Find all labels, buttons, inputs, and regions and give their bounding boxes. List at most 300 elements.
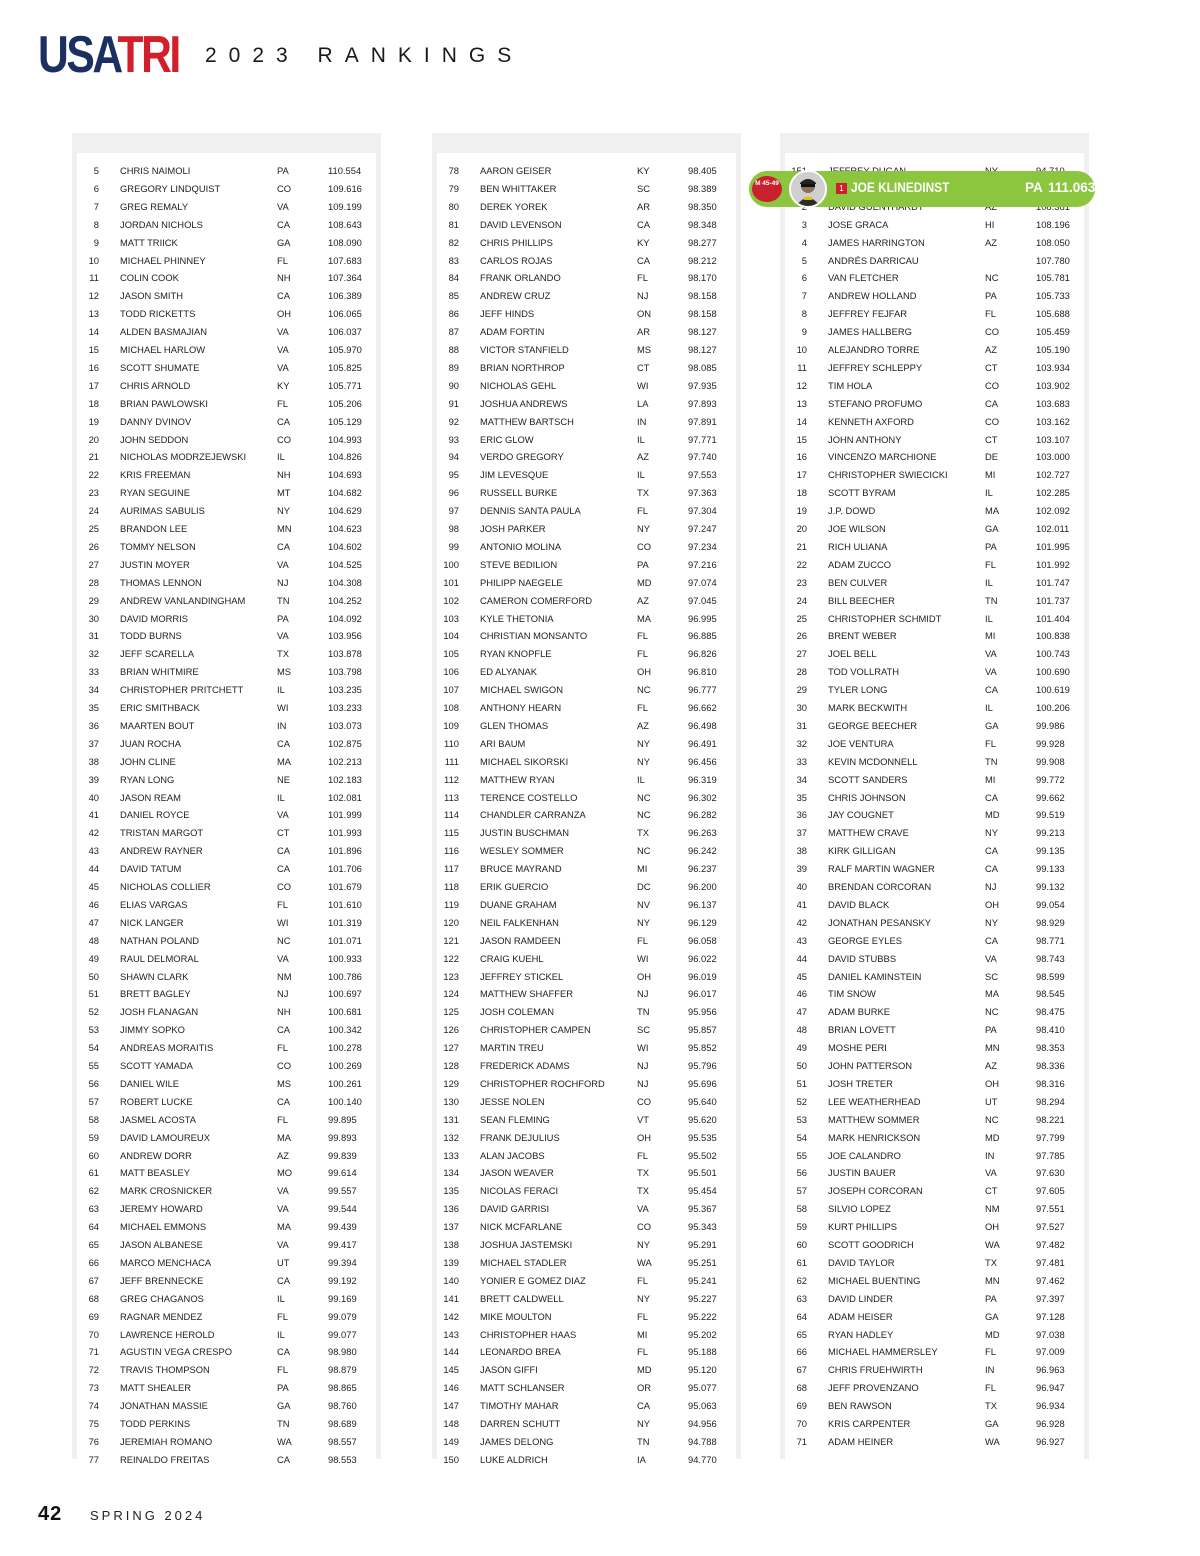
rank-cell: 120 — [443, 916, 459, 928]
table-row — [437, 341, 736, 359]
name-cell: JOSHUA JASTEMSKI — [480, 1239, 573, 1250]
state-cell: IL — [985, 576, 993, 588]
table-row — [437, 431, 736, 449]
table-row — [77, 484, 376, 502]
rank-cell: 71 — [796, 1435, 807, 1447]
rank-cell: 46 — [88, 898, 99, 910]
state-cell: CA — [277, 540, 291, 552]
table-row — [437, 448, 736, 466]
state-cell: MA — [985, 988, 1000, 1000]
rank-cell: 105 — [443, 648, 459, 660]
state-cell: FL — [637, 648, 648, 660]
score-cell: 95.640 — [688, 1095, 717, 1107]
name-cell: MICHAEL BUENTING — [828, 1274, 921, 1286]
name-cell: CARLOS ROJAS — [480, 254, 553, 266]
state-cell: PA — [985, 1292, 997, 1304]
name-cell: SCOTT YAMADA — [120, 1060, 193, 1071]
name-cell: DAVID TAYLOR — [828, 1256, 895, 1268]
table-row — [77, 234, 376, 252]
rank-cell: 148 — [443, 1418, 459, 1429]
name-cell: DEREK YOREK — [480, 200, 548, 212]
state-cell: VA — [277, 1239, 289, 1250]
rank-cell: 18 — [88, 397, 99, 409]
table-row — [77, 1254, 376, 1272]
state-cell: MA — [277, 1131, 292, 1143]
rank-cell: 52 — [88, 1006, 99, 1018]
state-cell: IL — [637, 469, 645, 481]
name-cell: CHRIS JOHNSON — [828, 791, 906, 803]
state-cell: NY — [637, 737, 651, 749]
table-row — [437, 663, 736, 681]
state-cell: FL — [985, 1346, 996, 1358]
name-cell: ANDREW DORR — [120, 1149, 192, 1161]
rank-cell: 22 — [88, 469, 99, 481]
name-cell: CHRIS ARNOLD — [120, 379, 191, 391]
score-cell: 98.158 — [688, 308, 717, 320]
name-cell: TOD VOLLRATH — [828, 666, 900, 678]
rank-cell: 109 — [443, 719, 459, 731]
name-cell: JAMES HALLBERG — [828, 326, 912, 338]
score-cell: 96.777 — [688, 684, 717, 696]
state-cell: MN — [277, 523, 292, 534]
score-cell: 99.772 — [1036, 773, 1065, 785]
rank-cell: 40 — [88, 791, 99, 803]
state-cell: NC — [277, 934, 291, 946]
table-row — [785, 860, 1084, 878]
rank-cell: 15 — [88, 344, 99, 355]
score-cell: 107.364 — [328, 272, 362, 284]
name-cell: JEFFREY SCHLEPPY — [828, 361, 923, 373]
name-cell: GREG REMALY — [120, 200, 189, 212]
rank-cell: 30 — [88, 612, 99, 624]
table-row — [785, 699, 1084, 717]
score-cell: 99.986 — [1036, 719, 1065, 731]
score-cell: 100.342 — [328, 1024, 362, 1036]
score-cell: 99.133 — [1036, 863, 1065, 875]
score-cell: 99.662 — [1036, 791, 1065, 803]
rank-cell: 87 — [448, 326, 459, 338]
table-row — [785, 610, 1084, 628]
table-row — [437, 1111, 736, 1129]
name-cell: CAMERON COMERFORD — [480, 594, 592, 606]
table-row — [77, 323, 376, 341]
score-cell: 96.491 — [688, 737, 717, 749]
score-cell: 99.213 — [1036, 827, 1065, 839]
state-cell: CA — [637, 254, 651, 266]
state-cell: VA — [277, 809, 289, 821]
name-cell: DAVID LEVENSON — [480, 218, 562, 230]
name-cell: ELIAS VARGAS — [120, 898, 188, 910]
state-cell: KY — [277, 379, 290, 391]
table-row — [785, 842, 1084, 860]
score-cell: 108.050 — [1036, 236, 1070, 248]
state-cell: GA — [985, 1310, 999, 1322]
table-row — [77, 431, 376, 449]
name-cell: MATTHEW BARTSCH — [480, 415, 574, 427]
name-cell: KEVIN MCDONNELL — [828, 755, 918, 767]
state-cell: MA — [277, 755, 292, 767]
table-row — [77, 1308, 376, 1326]
score-cell: 94.770 — [688, 1453, 717, 1465]
rank-cell: 77 — [88, 1453, 99, 1465]
name-cell: ADAM FORTIN — [480, 326, 545, 338]
state-cell: CO — [277, 433, 292, 445]
table-row — [437, 1039, 736, 1057]
table-row — [785, 1308, 1084, 1326]
name-cell: TERENCE COSTELLO — [480, 791, 578, 803]
name-cell: DAVID TATUM — [120, 863, 182, 875]
rank-cell: 137 — [443, 1221, 459, 1233]
score-cell: 95.202 — [688, 1328, 717, 1340]
state-cell: CT — [985, 433, 998, 445]
state-cell: MD — [637, 576, 652, 588]
state-cell: NC — [637, 791, 651, 803]
name-cell: DAVID MORRIS — [120, 612, 189, 624]
score-cell: 96.019 — [688, 970, 717, 982]
table-row — [785, 896, 1084, 914]
table-row — [785, 1290, 1084, 1308]
score-cell: 98.277 — [688, 236, 717, 248]
table-row — [77, 1075, 376, 1093]
score-cell: 99.135 — [1036, 845, 1065, 857]
rank-cell: 39 — [796, 863, 807, 875]
score-cell: 98.545 — [1036, 988, 1065, 1000]
table-row — [77, 359, 376, 377]
score-cell: 108.643 — [328, 218, 362, 230]
rank-cell: 74 — [88, 1400, 99, 1412]
score-cell: 97.397 — [1036, 1292, 1065, 1304]
rank-cell: 13 — [88, 308, 99, 320]
table-row — [77, 627, 376, 645]
state-cell: MT — [277, 487, 291, 499]
table-row — [785, 1254, 1084, 1272]
name-cell: MICHAEL STADLER — [480, 1256, 567, 1268]
rank-cell: 27 — [88, 558, 99, 570]
state-cell: NY — [637, 1239, 651, 1250]
rank-cell: 35 — [796, 791, 807, 803]
score-cell: 96.237 — [688, 863, 717, 875]
table-row — [785, 1182, 1084, 1200]
name-cell: CRAIG KUEHL — [480, 952, 544, 964]
score-cell: 99.417 — [328, 1239, 357, 1250]
table-row — [77, 1326, 376, 1344]
rank-cell: 136 — [443, 1203, 459, 1215]
table-row — [437, 1218, 736, 1236]
name-cell: GLEN THOMAS — [480, 719, 549, 731]
state-cell: TX — [277, 648, 289, 660]
rank-cell: 113 — [444, 791, 459, 803]
score-cell: 95.857 — [688, 1024, 717, 1036]
table-row — [77, 1236, 376, 1254]
rank-cell: 75 — [88, 1418, 99, 1429]
table-row — [437, 574, 736, 592]
state-cell: GA — [985, 1418, 999, 1429]
rank-cell: 36 — [88, 719, 99, 731]
name-cell: KYLE THETONIA — [480, 612, 554, 624]
state-cell: NY — [637, 1418, 651, 1429]
score-cell: 96.129 — [688, 916, 717, 928]
name-cell: JAY COUGNET — [828, 809, 894, 821]
state-cell: OH — [985, 1221, 1000, 1233]
state-cell: CA — [277, 1024, 291, 1036]
score-cell: 95.063 — [688, 1400, 717, 1412]
state-cell: IL — [637, 433, 645, 445]
state-cell: FL — [277, 1113, 288, 1125]
table-row — [77, 1021, 376, 1039]
table-row — [77, 520, 376, 538]
division-badge: M 45-49 — [752, 176, 782, 202]
state-cell: GA — [277, 236, 291, 248]
table-row — [77, 824, 376, 842]
score-cell: 99.169 — [328, 1292, 357, 1304]
name-cell: ROBERT LUCKE — [120, 1095, 193, 1107]
usatri-logo — [38, 26, 179, 84]
score-cell: 105.970 — [328, 344, 362, 355]
score-cell: 104.682 — [328, 487, 362, 499]
name-cell: ANDREAS MORAITIS — [120, 1042, 214, 1054]
table-row — [437, 1057, 736, 1075]
state-cell: OH — [637, 1131, 652, 1143]
state-cell: FL — [637, 702, 648, 713]
name-cell: AGUSTIN VEGA CRESPO — [120, 1346, 233, 1358]
table-row — [785, 1075, 1084, 1093]
name-cell: JOE WILSON — [828, 523, 886, 534]
score-cell: 97.740 — [688, 451, 717, 463]
rank-cell: 144 — [443, 1346, 459, 1358]
rank-cell: 38 — [88, 755, 99, 767]
name-cell: CHRIS NAIMOLI — [120, 165, 191, 176]
rank-cell: 9 — [93, 236, 99, 248]
score-cell: 100.278 — [328, 1042, 362, 1054]
table-row — [437, 520, 736, 538]
score-cell: 101.999 — [328, 809, 362, 821]
table-row — [77, 592, 376, 610]
state-cell: CA — [985, 863, 999, 875]
rank-cell: 37 — [796, 827, 807, 839]
score-cell: 98.879 — [328, 1364, 357, 1376]
table-row — [437, 413, 736, 431]
rank-cell: 58 — [796, 1203, 807, 1215]
table-row — [785, 1003, 1084, 1021]
table-row — [77, 556, 376, 574]
rank-cell: 145 — [443, 1364, 459, 1376]
state-cell: WI — [277, 702, 289, 713]
rank-cell: 39 — [88, 773, 99, 785]
table-row — [77, 1093, 376, 1111]
table-row — [785, 287, 1084, 305]
score-cell: 97.605 — [1036, 1185, 1065, 1197]
state-cell: FL — [637, 934, 648, 946]
score-cell: 97.630 — [1036, 1167, 1065, 1179]
name-cell: TODD RICKETTS — [120, 308, 196, 320]
name-cell: DENNIS SANTA PAULA — [480, 505, 581, 517]
state-cell: PA — [277, 165, 289, 176]
score-cell: 98.170 — [688, 272, 717, 284]
logo-usa: USA — [38, 26, 118, 84]
name-cell: MICHAEL HAMMERSLEY — [828, 1346, 938, 1358]
state-cell: HI — [985, 218, 995, 230]
state-cell: IL — [277, 684, 285, 696]
score-cell: 95.535 — [688, 1131, 717, 1143]
rank-cell: 97 — [448, 505, 459, 517]
score-cell: 98.127 — [688, 326, 717, 338]
state-cell: AZ — [985, 1060, 997, 1071]
score-cell: 95.120 — [688, 1364, 717, 1376]
state-cell: NY — [637, 523, 651, 534]
table-row — [437, 1236, 736, 1254]
state-cell: SC — [985, 970, 999, 982]
score-cell: 99.614 — [328, 1167, 357, 1179]
score-cell: 102.081 — [328, 791, 362, 803]
state-cell: CT — [985, 1185, 998, 1197]
name-cell: COLIN COOK — [120, 272, 179, 284]
name-cell: TIM SNOW — [828, 988, 876, 1000]
rank-cell: 16 — [796, 451, 807, 463]
rank-cell: 70 — [796, 1418, 807, 1429]
rank-cell: 68 — [796, 1382, 807, 1394]
rank-cell: 72 — [88, 1364, 99, 1376]
state-cell: TN — [637, 1006, 650, 1018]
state-cell: AZ — [277, 1149, 289, 1161]
rankings-column-2 — [432, 133, 741, 1465]
state-cell: CO — [985, 326, 1000, 338]
state-cell: WI — [637, 1042, 649, 1054]
rank-cell: 134 — [443, 1167, 459, 1179]
score-cell: 102.285 — [1036, 487, 1070, 499]
state-cell: NE — [277, 773, 291, 785]
name-cell: WESLEY SOMMER — [480, 845, 564, 857]
name-cell: KENNETH AXFORD — [828, 415, 914, 427]
rank-cell: 126 — [443, 1024, 459, 1036]
rank-cell: 14 — [796, 415, 807, 427]
table-row — [437, 1308, 736, 1326]
table-row — [785, 1057, 1084, 1075]
name-cell: MICHAEL SWIGON — [480, 684, 563, 696]
state-cell: AZ — [985, 236, 997, 248]
score-cell: 98.410 — [1036, 1024, 1065, 1036]
name-cell: VICTOR STANFIELD — [480, 344, 569, 355]
score-cell: 97.893 — [688, 397, 717, 409]
table-row — [437, 789, 736, 807]
table-row — [77, 950, 376, 968]
name-cell: TRISTAN MARGOT — [120, 827, 204, 839]
rank-cell: 48 — [88, 934, 99, 946]
state-cell: CA — [985, 791, 999, 803]
score-cell: 102.183 — [328, 773, 362, 785]
rank-cell: 55 — [796, 1149, 807, 1161]
name-cell: BRIAN NORTHROP — [480, 361, 565, 373]
score-cell: 106.389 — [328, 290, 362, 302]
rank-cell: 116 — [444, 845, 459, 857]
rank-cell: 8 — [93, 218, 99, 230]
name-cell: LEE WEATHERHEAD — [828, 1095, 921, 1107]
name-cell: LEONARDO BREA — [480, 1346, 561, 1358]
state-cell: FL — [637, 1274, 648, 1286]
rank-cell: 130 — [443, 1095, 459, 1107]
rank-cell: 54 — [796, 1131, 807, 1143]
name-cell: MATT SHEALER — [120, 1382, 192, 1394]
rank-cell: 54 — [88, 1042, 99, 1054]
logo-tri: TRI — [117, 26, 179, 84]
state-cell: GA — [985, 719, 999, 731]
name-cell: JOHN SEDDON — [120, 433, 189, 445]
name-cell: RUSSELL BURKE — [480, 487, 558, 499]
score-cell: 96.498 — [688, 719, 717, 731]
table-row — [77, 395, 376, 413]
score-cell: 97.304 — [688, 505, 717, 517]
rank-cell: 41 — [88, 809, 99, 821]
rank-cell: 55 — [88, 1060, 99, 1071]
table-row — [437, 627, 736, 645]
score-cell: 99.079 — [328, 1310, 357, 1322]
state-cell: FL — [637, 272, 648, 284]
name-cell: SHAWN CLARK — [120, 970, 189, 982]
state-cell: VA — [277, 1203, 289, 1215]
state-cell: MN — [985, 1274, 1000, 1286]
table-row — [437, 950, 736, 968]
table-row — [77, 413, 376, 431]
rank-cell: 23 — [88, 487, 99, 499]
rank-cell: 138 — [443, 1239, 459, 1250]
rank-cell: 68 — [88, 1292, 99, 1304]
name-cell: TIMOTHY MAHAR — [480, 1400, 559, 1412]
state-cell: VA — [985, 952, 997, 964]
name-cell: BRENDAN CORCORAN — [828, 881, 932, 892]
score-cell: 101.679 — [328, 881, 362, 892]
name-cell: JORDAN NICHOLS — [120, 218, 203, 230]
name-cell: GREG CHAGANOS — [120, 1292, 204, 1304]
rank-cell: 69 — [796, 1400, 807, 1412]
rank-cell: 84 — [448, 272, 459, 284]
state-cell: MS — [637, 344, 652, 355]
table-row — [785, 520, 1084, 538]
rank-cell: 26 — [796, 630, 807, 642]
rank-cell: 149 — [443, 1435, 459, 1447]
table-row — [785, 681, 1084, 699]
score-cell: 96.810 — [688, 666, 717, 678]
state-cell: FL — [637, 630, 648, 642]
table-row — [785, 592, 1084, 610]
name-cell: JASON REAM — [120, 791, 181, 803]
score-cell: 102.727 — [1036, 469, 1070, 481]
table-row — [785, 1326, 1084, 1344]
state-cell: FL — [277, 397, 288, 409]
name-cell: BRIAN PAWLOWSKI — [120, 397, 209, 409]
rank-cell: 11 — [89, 272, 99, 284]
score-cell: 95.852 — [688, 1042, 717, 1054]
rank-cell: 28 — [796, 666, 807, 678]
name-cell: JASON RAMDEEN — [480, 934, 561, 946]
name-cell: GEORGE BEECHER — [828, 719, 918, 731]
state-cell: MA — [277, 1221, 292, 1233]
state-cell: FL — [277, 254, 288, 266]
score-cell: 98.475 — [1036, 1006, 1065, 1018]
rank-cell: 51 — [88, 988, 99, 1000]
score-cell: 95.251 — [688, 1256, 717, 1268]
table-row — [437, 1326, 736, 1344]
score-cell: 96.456 — [688, 755, 717, 767]
state-cell: IL — [985, 612, 993, 624]
rank-cell: 81 — [448, 218, 459, 230]
name-cell: ADAM HEINER — [828, 1435, 894, 1447]
rank-cell: 121 — [443, 934, 459, 946]
score-cell: 105.459 — [1036, 326, 1070, 338]
state-cell: IL — [985, 702, 993, 713]
table-row — [437, 1021, 736, 1039]
rank-cell: 90 — [448, 379, 459, 391]
score-cell: 101.737 — [1036, 594, 1070, 606]
score-cell: 102.092 — [1036, 505, 1070, 517]
